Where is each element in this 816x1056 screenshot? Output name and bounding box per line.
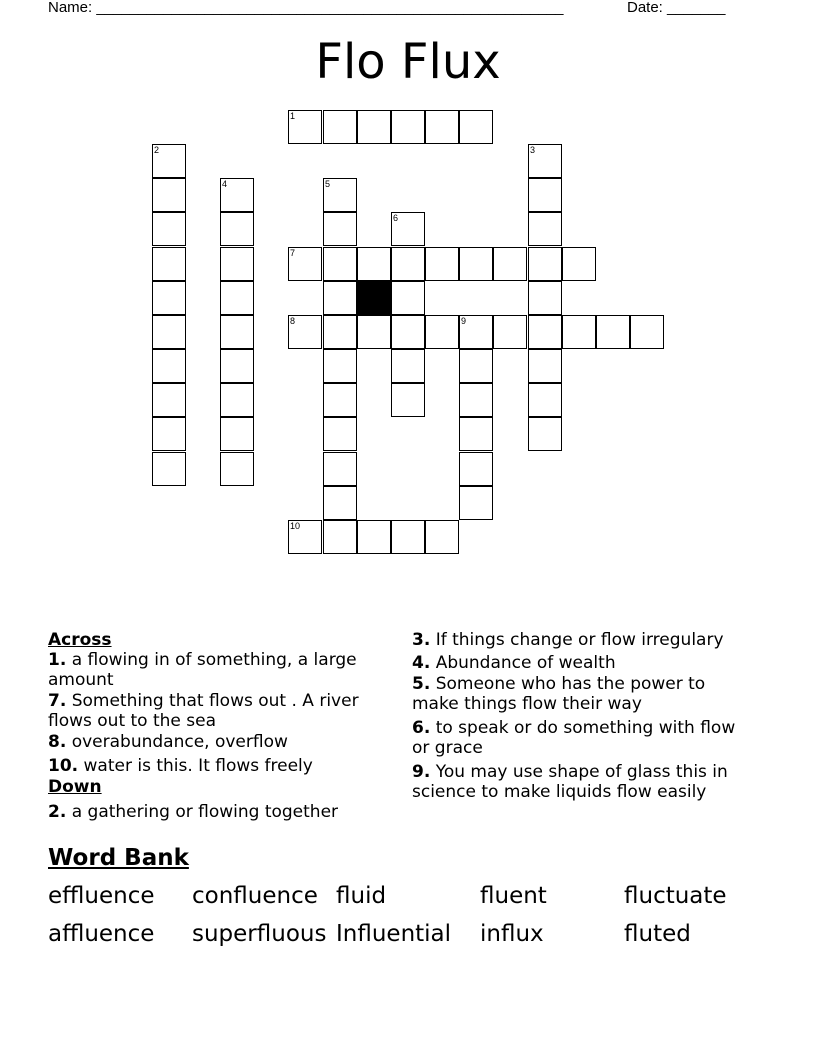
crossword-cell[interactable] — [152, 212, 186, 246]
crossword-cell[interactable] — [528, 281, 562, 315]
clue-number: 5 — [325, 179, 331, 189]
crossword-cell[interactable] — [630, 315, 664, 349]
crossword-cell[interactable] — [459, 383, 493, 417]
clue-number: 3 — [530, 145, 536, 155]
word-bank-item: fluctuate — [624, 883, 727, 909]
crossword-cell[interactable] — [323, 486, 357, 520]
word-bank-item: affluence — [48, 921, 155, 947]
clue-down-6: 6. to speak or do something with flow or grace — [412, 718, 736, 758]
crossword-cell[interactable] — [288, 247, 322, 281]
clue-number: 1 — [290, 111, 296, 121]
crossword-cell[interactable] — [152, 417, 186, 451]
clue-across-7: 7. Something that flows out . A river flows out to the sea — [48, 691, 359, 731]
crossword-cell[interactable] — [220, 417, 254, 451]
word-bank-item: fluent — [480, 883, 547, 909]
crossword-cell[interactable] — [562, 247, 596, 281]
crossword-cell[interactable] — [391, 247, 425, 281]
crossword-cell[interactable] — [528, 178, 562, 212]
crossword-cell[interactable] — [459, 110, 493, 144]
crossword-cell[interactable] — [220, 349, 254, 383]
crossword-cell[interactable] — [152, 315, 186, 349]
crossword-cell[interactable] — [493, 247, 527, 281]
crossword-cell[interactable] — [323, 281, 357, 315]
crossword-cell[interactable] — [459, 452, 493, 486]
crossword-cell[interactable] — [220, 212, 254, 246]
crossword-cell[interactable] — [323, 247, 357, 281]
crossword-cell[interactable] — [528, 247, 562, 281]
crossword-cell[interactable] — [562, 315, 596, 349]
crossword-cell[interactable] — [220, 178, 254, 212]
word-bank-item: fluted — [624, 921, 691, 947]
crossword-cell[interactable] — [493, 315, 527, 349]
crossword-cell[interactable] — [288, 315, 322, 349]
clue-across-8: 8. overabundance, overflow — [48, 732, 288, 752]
crossword-cell[interactable] — [391, 383, 425, 417]
crossword-cell[interactable] — [459, 349, 493, 383]
name-field-label: Name: ________________________________________________________ — [48, 0, 564, 16]
crossword-cell[interactable] — [152, 383, 186, 417]
crossword-cell[interactable] — [528, 349, 562, 383]
crossword-cell[interactable] — [459, 486, 493, 520]
crossword-cell[interactable] — [528, 315, 562, 349]
crossword-block — [357, 281, 391, 315]
clue-number: 7 — [290, 248, 296, 258]
crossword-cell[interactable] — [391, 349, 425, 383]
crossword-cell[interactable] — [220, 452, 254, 486]
crossword-cell[interactable] — [323, 110, 357, 144]
crossword-cell[interactable] — [357, 520, 391, 554]
crossword-cell[interactable] — [357, 247, 391, 281]
crossword-cell[interactable] — [220, 383, 254, 417]
clue-across-10: 10. water is this. It flows freely — [48, 756, 313, 776]
crossword-cell[interactable] — [152, 281, 186, 315]
crossword-cell[interactable] — [459, 315, 493, 349]
crossword-cell[interactable] — [425, 247, 459, 281]
crossword-cell[interactable] — [323, 520, 357, 554]
clue-down-5: 5. Someone who has the power to make things flow their way — [412, 674, 706, 714]
crossword-cell[interactable] — [152, 178, 186, 212]
crossword-cell[interactable] — [323, 452, 357, 486]
crossword-cell[interactable] — [152, 247, 186, 281]
clue-number: 6 — [393, 213, 399, 223]
word-bank-title: Word Bank — [48, 845, 189, 871]
word-bank-item: confluence — [192, 883, 318, 909]
page-title: Flo Flux — [315, 34, 501, 90]
crossword-cell[interactable] — [152, 144, 186, 178]
crossword-cell[interactable] — [391, 281, 425, 315]
crossword-cell[interactable] — [528, 417, 562, 451]
crossword-cell[interactable] — [288, 520, 322, 554]
crossword-cell[interactable] — [220, 281, 254, 315]
word-bank-item: Influential — [336, 921, 452, 947]
crossword-cell[interactable] — [528, 212, 562, 246]
crossword-cell[interactable] — [323, 349, 357, 383]
crossword-cell[interactable] — [288, 110, 322, 144]
crossword-cell[interactable] — [220, 247, 254, 281]
crossword-cell[interactable] — [357, 110, 391, 144]
crossword-cell[interactable] — [323, 417, 357, 451]
crossword-cell[interactable] — [152, 452, 186, 486]
crossword-cell[interactable] — [425, 110, 459, 144]
clue-number: 2 — [154, 145, 160, 155]
clue-number: 8 — [290, 316, 296, 326]
crossword-cell[interactable] — [357, 315, 391, 349]
crossword-cell[interactable] — [425, 315, 459, 349]
crossword-cell[interactable] — [220, 315, 254, 349]
word-bank-item: effluence — [48, 883, 155, 909]
clues-column-left — [48, 630, 393, 823]
crossword-cell[interactable] — [528, 383, 562, 417]
crossword-cell[interactable] — [391, 110, 425, 144]
clue-across-1: 1. a flowing in of something, a large amount — [48, 650, 357, 690]
date-field-label: Date: _______ — [627, 0, 726, 16]
across-heading: Across — [48, 630, 112, 650]
crossword-cell[interactable] — [323, 315, 357, 349]
crossword-cell[interactable] — [323, 383, 357, 417]
crossword-cell[interactable] — [323, 212, 357, 246]
crossword-cell[interactable] — [459, 247, 493, 281]
crossword-cell[interactable] — [596, 315, 630, 349]
crossword-cell[interactable] — [391, 315, 425, 349]
crossword-cell[interactable] — [459, 417, 493, 451]
crossword-cell[interactable] — [391, 520, 425, 554]
clue-down-9: 9. You may use shape of glass this in science to make liquids flow easily — [412, 762, 728, 802]
clue-number: 10 — [290, 521, 301, 531]
down-heading: Down — [48, 777, 102, 797]
crossword-cell[interactable] — [391, 212, 425, 246]
crossword-cell[interactable] — [528, 144, 562, 178]
word-bank-item: superfluous — [192, 921, 327, 947]
clue-down-4: 4. Abundance of wealth — [412, 653, 616, 673]
clue-down-3: 3. If things change or flow irregulary — [412, 630, 724, 650]
clue-down-2: 2. a gathering or flowing together — [48, 802, 339, 822]
crossword-cell[interactable] — [323, 178, 357, 212]
word-bank-item: influx — [480, 921, 544, 947]
clue-number: 4 — [222, 179, 228, 189]
clues-column-right — [412, 630, 757, 803]
crossword-cell[interactable] — [425, 520, 459, 554]
word-bank-item: fluid — [336, 883, 387, 909]
crossword-cell[interactable] — [152, 349, 186, 383]
clue-number: 9 — [461, 316, 467, 326]
